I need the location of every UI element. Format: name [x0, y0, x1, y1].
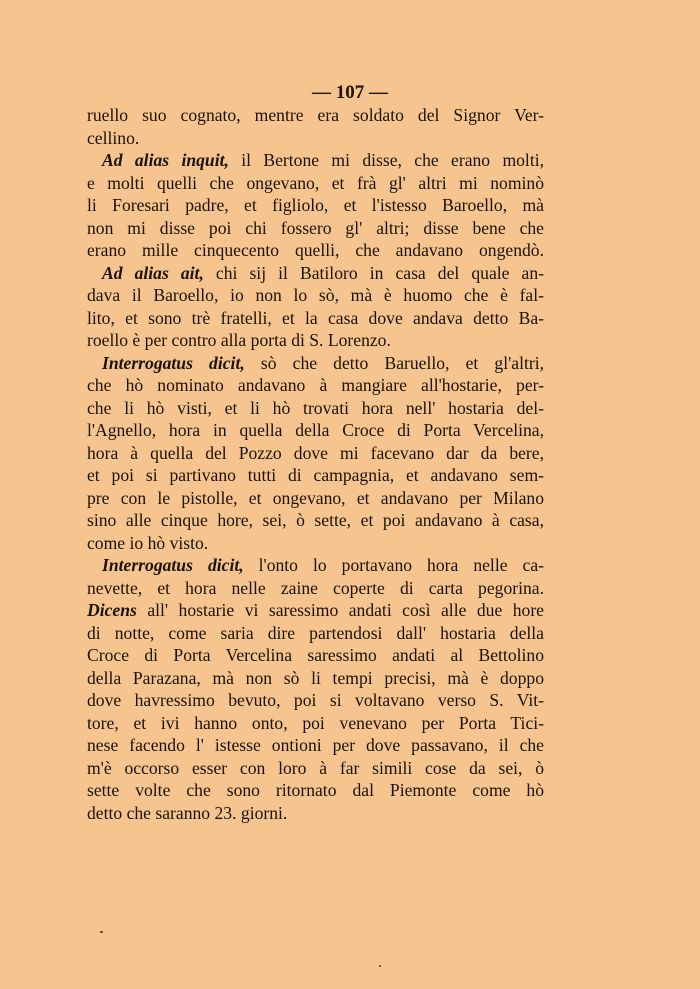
text-line: [87, 217, 544, 240]
text-run: sino alle cinque hore, sei, ò sette, et poi andavano à casa,: [87, 510, 544, 530]
text-run: erano mille cinquecento quelli, che andavano ongendò.: [87, 240, 544, 260]
latin-phrase: Interrogatus dicit,: [102, 555, 244, 575]
text-run: che li hò visti, et li hò trovati hora nell' hostaria del-: [87, 397, 544, 418]
text-line: [87, 374, 544, 397]
text-line: [87, 239, 544, 262]
text-run: l'onto lo portavano hora nelle ca-: [243, 555, 544, 575]
latin-phrase: Ad alias inquit,: [102, 150, 229, 170]
text-run: e molti quelli che ongevano, et frà gl' altri mi nominò: [87, 172, 544, 193]
text-line: [87, 712, 544, 735]
text-line: [87, 352, 544, 375]
text-line: [87, 172, 544, 195]
text-run: hora à quella del Pozzo dove mi facevano dar da bere,: [87, 442, 544, 463]
text-run: Croce di Porta Vercelina saressimo andati al Bettolino: [87, 645, 544, 665]
text-run: pre con le pistolle, et ongevano, et andavano per Milano: [87, 487, 544, 508]
latin-phrase: Dicens: [87, 600, 137, 620]
latin-phrase: Interrogatus dicit,: [102, 352, 245, 373]
text-line: [87, 509, 544, 532]
text-run: roello è per contro alla porta di S. Lorenzo.: [87, 330, 391, 350]
text-line: [87, 329, 544, 352]
text-run: cellino.: [87, 127, 140, 148]
text-run: li Foresari padre, et figliolo, et l'istesso Baroello, mà: [87, 195, 544, 215]
text-line: [87, 284, 544, 307]
latin-phrase: Ad alias ait,: [102, 262, 204, 283]
text-line: [87, 667, 544, 690]
text-line: [87, 104, 544, 127]
text-line: [87, 802, 544, 825]
text-line: [87, 554, 544, 577]
text-line: [87, 307, 544, 330]
text-run: della Parazana, mà non sò li tempi precisi, mà è doppo: [87, 667, 544, 688]
text-run: chi sij il Batiloro in casa del quale an-: [203, 262, 544, 283]
text-line: [87, 419, 544, 442]
text-line: [87, 734, 544, 757]
text-line: [87, 149, 544, 172]
text-run: nevette, et hora nelle zaine coperte di carta pegorina.: [87, 577, 544, 598]
text-run: che hò nominato andavano à mangiare all'hostarie, per-: [87, 375, 544, 395]
text-run: come io hò visto.: [87, 532, 209, 553]
text-run: et poi si partivano tutti di campagnia, et andavano sem-: [87, 465, 544, 485]
text-line: [87, 464, 544, 487]
text-run: detto che saranno 23. giorni.: [87, 802, 288, 823]
text-run: ruello suo cognato, mentre era soldato del Signor Ver-: [87, 105, 544, 125]
text-line: [87, 689, 544, 712]
text-line: [87, 194, 544, 217]
text-run: non mi disse poi chi fossero gl' altri; disse bene che: [87, 217, 544, 238]
text-line: [87, 622, 544, 645]
text-run: di notte, come saria dire partendosi dall' hostaria della: [87, 622, 544, 643]
body-text: [87, 104, 544, 824]
text-run: dove havressimo bevuto, poi si voltavano verso S. Vit-: [87, 690, 544, 710]
text-line: [87, 757, 544, 780]
text-run: m'è occorso esser con loro à far simili cose da sei, ò: [87, 757, 544, 778]
paper-speck: [100, 931, 103, 933]
text-line: [87, 262, 544, 285]
text-line: [87, 599, 544, 622]
page-number: — 107 —: [312, 82, 388, 103]
text-line: [87, 644, 544, 667]
text-line: [87, 532, 544, 555]
text-run: lito, et sono trè fratelli, et la casa dove andava detto Ba-: [87, 307, 544, 328]
text-line: [87, 127, 544, 150]
text-line: [87, 577, 544, 600]
text-run: tore, et ivi hanno onto, poi venevano per Porta Tici-: [87, 712, 544, 733]
text-run: il Bertone mi disse, che erano molti,: [228, 150, 544, 170]
text-run: l'Agnello, hora in quella della Croce di Porta Vercelina,: [87, 420, 544, 440]
text-run: dava il Baroello, io non lo sò, mà è huomo che è fal-: [87, 285, 544, 305]
text-run: nese facendo l' istesse ontioni per dove passavano, il che: [87, 735, 544, 755]
paper-speck: [379, 965, 381, 967]
text-line: [87, 779, 544, 802]
text-line: [87, 397, 544, 420]
text-line: [87, 487, 544, 510]
text-run: sette volte che sono ritornato dal Piemonte come hò: [87, 780, 544, 800]
text-line: [87, 442, 544, 465]
text-run: all' hostarie vi saressimo andati così alle due hore: [136, 600, 544, 620]
text-run: sò che detto Baruello, et gl'altri,: [244, 352, 544, 373]
